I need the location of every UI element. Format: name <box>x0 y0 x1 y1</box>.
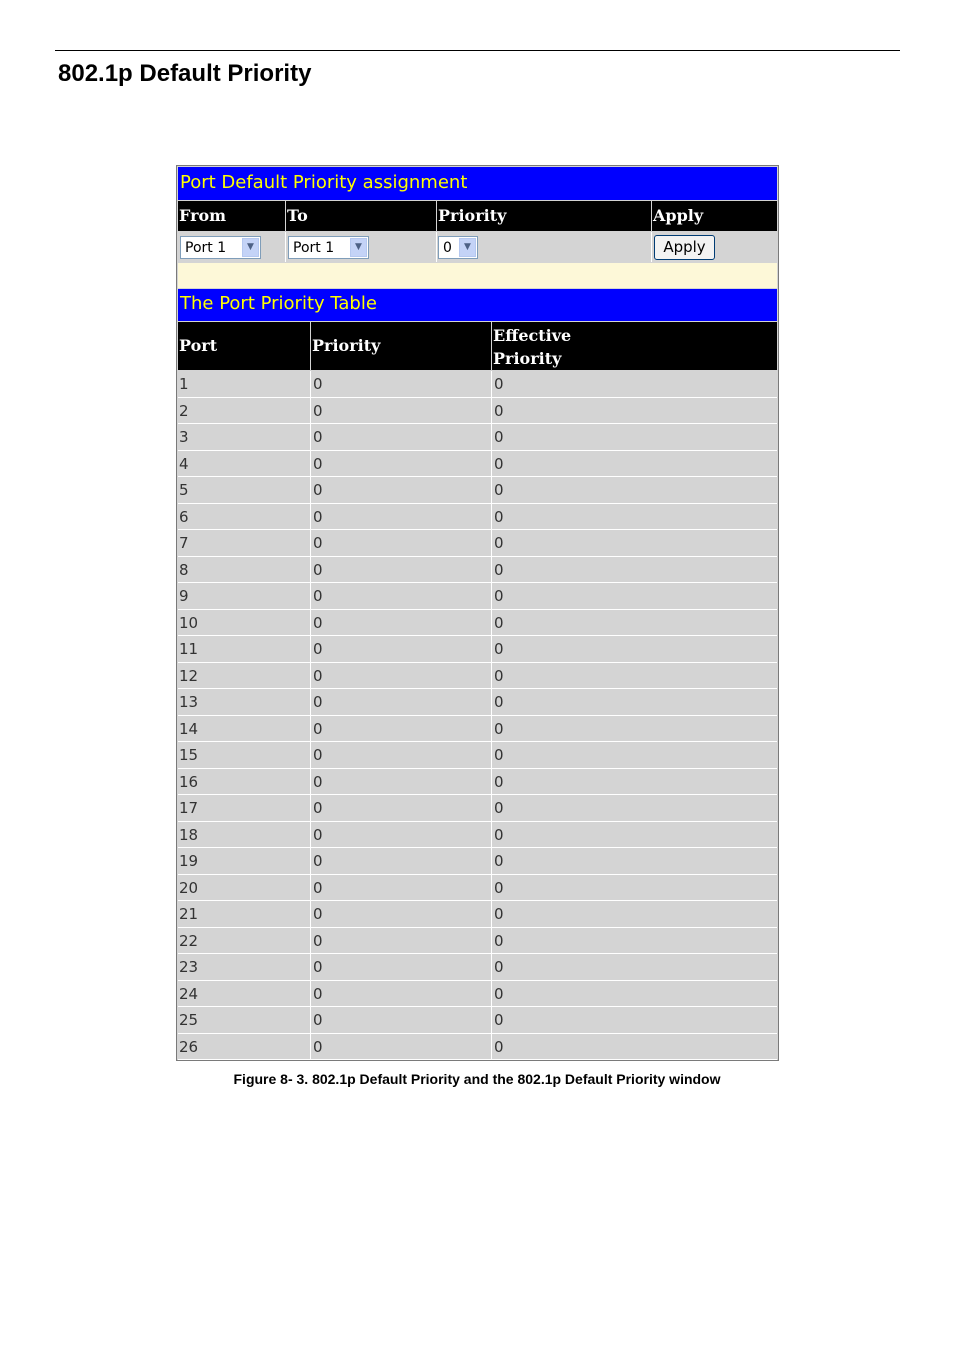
port-cell: 16 <box>179 772 199 791</box>
column-divider <box>491 583 492 609</box>
priority-cell: 0 <box>313 852 323 870</box>
table-row <box>178 530 777 557</box>
column-divider <box>491 1007 492 1033</box>
column-divider <box>491 610 492 636</box>
port-cell: 22 <box>179 931 199 950</box>
port-cell: 7 <box>179 534 189 552</box>
effective-priority-cell: 0 <box>494 799 504 817</box>
column-divider <box>310 1034 311 1060</box>
assignment-title: Port Default Priority assignment <box>180 172 468 193</box>
port-cell: 3 <box>179 428 189 446</box>
port-cell: 23 <box>179 958 199 976</box>
column-divider <box>491 451 492 477</box>
priority-cell: 0 <box>313 719 323 738</box>
header-to: To <box>287 206 308 225</box>
column-divider <box>491 424 492 450</box>
effective-priority-cell: 0 <box>494 507 504 526</box>
column-divider <box>310 795 311 821</box>
port-cell: 11 <box>179 640 199 658</box>
column-divider <box>491 928 492 954</box>
port-priority-panel <box>176 165 779 1061</box>
column-divider <box>310 610 311 636</box>
figure-caption: Figure 8- 3. 802.1p Default Priority and the 802.1p Default Priority window <box>233 1071 721 1087</box>
table-row <box>178 1034 777 1061</box>
column-divider <box>491 822 492 848</box>
priority-cell: 0 <box>313 746 323 764</box>
priority-cell: 0 <box>313 560 323 579</box>
column-divider <box>310 1007 311 1033</box>
port-cell: 17 <box>179 799 199 817</box>
priority-cell: 0 <box>313 825 323 844</box>
effective-priority-cell: 0 <box>494 613 504 632</box>
table-row <box>178 371 777 398</box>
effective-priority-cell: 0 <box>494 481 504 499</box>
port-cell: 8 <box>179 560 189 579</box>
table-row <box>178 663 777 690</box>
priority-cell: 0 <box>313 1037 323 1056</box>
to-port-value: Port 1 <box>293 240 335 256</box>
effective-priority-cell: 0 <box>494 984 504 1003</box>
port-cell: 6 <box>179 507 189 526</box>
port-cell: 20 <box>179 878 199 897</box>
table-row <box>178 848 777 875</box>
priority-cell: 0 <box>313 587 323 605</box>
page-title: 802.1p Default Priority <box>58 60 312 87</box>
column-divider <box>310 583 311 609</box>
column-divider <box>310 530 311 556</box>
table-row <box>178 424 777 451</box>
column-divider <box>491 663 492 689</box>
table-row <box>178 716 777 743</box>
effective-priority-cell: 0 <box>494 428 504 446</box>
table-row <box>178 689 777 716</box>
header-port: Port <box>179 336 218 355</box>
column-divider <box>491 901 492 927</box>
priority-cell: 0 <box>313 428 323 446</box>
port-cell: 12 <box>179 666 199 685</box>
effective-priority-cell: 0 <box>494 1037 504 1056</box>
table-row <box>178 477 777 504</box>
header-priority: Priority <box>438 206 507 225</box>
column-divider <box>310 689 311 715</box>
priority-cell: 0 <box>313 878 323 897</box>
column-divider <box>491 504 492 530</box>
column-divider <box>310 477 311 503</box>
effective-priority-cell: 0 <box>494 772 504 791</box>
table-row <box>178 981 777 1008</box>
table-row <box>178 928 777 955</box>
chevron-down-icon[interactable]: ▼ <box>459 238 476 257</box>
table-row <box>178 769 777 796</box>
decorative-spacer <box>178 263 777 288</box>
table-row <box>178 875 777 902</box>
to-port-select[interactable] <box>288 236 369 259</box>
effective-priority-cell: 0 <box>494 1011 504 1029</box>
effective-priority-cell: 0 <box>494 560 504 579</box>
column-divider <box>310 981 311 1007</box>
port-cell: 24 <box>179 984 199 1003</box>
port-cell: 9 <box>179 587 189 605</box>
table-row <box>178 1007 777 1034</box>
column-divider <box>651 232 652 262</box>
port-cell: 1 <box>179 375 189 393</box>
column-divider <box>310 742 311 768</box>
priority-cell: 0 <box>313 958 323 976</box>
priority-cell: 0 <box>313 905 323 923</box>
table-row <box>178 583 777 610</box>
table-row <box>178 954 777 981</box>
from-port-select[interactable] <box>180 236 261 259</box>
column-divider <box>491 981 492 1007</box>
priority-cell: 0 <box>313 931 323 950</box>
table-header-row <box>178 322 777 370</box>
column-divider <box>491 769 492 795</box>
port-cell: 13 <box>179 693 199 711</box>
header-apply: Apply <box>653 206 704 225</box>
priority-cell: 0 <box>313 984 323 1003</box>
assignment-title-band <box>178 167 777 200</box>
column-divider <box>491 689 492 715</box>
column-divider <box>491 742 492 768</box>
column-divider <box>491 530 492 556</box>
priority-cell: 0 <box>313 613 323 632</box>
table-row <box>178 504 777 531</box>
table-row <box>178 901 777 928</box>
column-divider <box>310 848 311 874</box>
header-from: From <box>179 206 227 225</box>
chevron-down-icon[interactable]: ▼ <box>242 238 259 257</box>
priority-cell: 0 <box>313 454 323 473</box>
table-row <box>178 451 777 478</box>
column-divider <box>310 451 311 477</box>
priority-cell: 0 <box>313 507 323 526</box>
effective-priority-cell: 0 <box>494 375 504 393</box>
column-divider <box>310 822 311 848</box>
port-cell: 5 <box>179 481 189 499</box>
effective-priority-cell: 0 <box>494 666 504 685</box>
column-divider <box>491 636 492 662</box>
port-cell: 14 <box>179 719 199 738</box>
table-title: The Port Priority Table <box>180 293 377 314</box>
effective-priority-cell: 0 <box>494 640 504 658</box>
port-cell: 21 <box>179 905 199 923</box>
effective-priority-cell: 0 <box>494 905 504 923</box>
effective-priority-cell: 0 <box>494 454 504 473</box>
effective-priority-cell: 0 <box>494 587 504 605</box>
column-divider <box>310 398 311 424</box>
table-title-band <box>178 289 777 321</box>
port-cell: 19 <box>179 852 199 870</box>
column-divider <box>285 232 286 262</box>
column-divider <box>491 477 492 503</box>
header-effective-line1: Effective <box>493 326 572 345</box>
priority-cell: 0 <box>313 375 323 393</box>
column-divider <box>436 232 437 262</box>
column-divider <box>310 928 311 954</box>
apply-button[interactable]: Apply <box>654 235 715 260</box>
column-divider <box>310 371 311 397</box>
header-priority-col: Priority <box>312 336 381 355</box>
assignment-controls-row <box>178 232 777 262</box>
priority-cell: 0 <box>313 640 323 658</box>
column-divider <box>491 848 492 874</box>
priority-cell: 0 <box>313 401 323 420</box>
chevron-down-icon[interactable]: ▼ <box>350 238 367 257</box>
port-cell: 10 <box>179 613 199 632</box>
priority-cell: 0 <box>313 799 323 817</box>
column-divider <box>310 716 311 742</box>
column-divider <box>310 663 311 689</box>
priority-value: 0 <box>443 240 452 256</box>
column-divider <box>310 504 311 530</box>
priority-table-body <box>178 371 777 1060</box>
port-cell: 25 <box>179 1011 199 1029</box>
priority-select[interactable] <box>438 236 478 259</box>
effective-priority-cell: 0 <box>494 852 504 870</box>
column-divider <box>310 424 311 450</box>
effective-priority-cell: 0 <box>494 693 504 711</box>
column-divider <box>310 557 311 583</box>
port-cell: 15 <box>179 746 199 764</box>
column-divider <box>310 875 311 901</box>
effective-priority-cell: 0 <box>494 878 504 897</box>
table-row <box>178 398 777 425</box>
priority-cell: 0 <box>313 1011 323 1029</box>
port-cell: 18 <box>179 825 199 844</box>
port-cell: 2 <box>179 401 189 420</box>
table-row <box>178 795 777 822</box>
table-row <box>178 822 777 849</box>
table-row <box>178 742 777 769</box>
header-effective-priority <box>492 322 777 370</box>
effective-priority-cell: 0 <box>494 746 504 764</box>
table-row <box>178 610 777 637</box>
column-divider <box>310 636 311 662</box>
priority-cell: 0 <box>313 666 323 685</box>
effective-priority-cell: 0 <box>494 958 504 976</box>
table-row <box>178 636 777 663</box>
effective-priority-cell: 0 <box>494 534 504 552</box>
top-rule <box>55 50 900 51</box>
column-divider <box>310 901 311 927</box>
table-row <box>178 557 777 584</box>
assignment-header-row <box>178 201 777 231</box>
column-divider <box>491 557 492 583</box>
effective-priority-cell: 0 <box>494 401 504 420</box>
column-divider <box>491 875 492 901</box>
column-divider <box>491 795 492 821</box>
effective-priority-cell: 0 <box>494 719 504 738</box>
port-cell: 26 <box>179 1037 199 1056</box>
priority-cell: 0 <box>313 772 323 791</box>
priority-cell: 0 <box>313 534 323 552</box>
header-effective-line2: Priority <box>493 349 562 368</box>
from-port-value: Port 1 <box>185 240 227 256</box>
effective-priority-cell: 0 <box>494 931 504 950</box>
column-divider <box>491 371 492 397</box>
priority-cell: 0 <box>313 693 323 711</box>
priority-cell: 0 <box>313 481 323 499</box>
port-cell: 4 <box>179 454 189 473</box>
column-divider <box>491 954 492 980</box>
column-divider <box>310 954 311 980</box>
column-divider <box>491 716 492 742</box>
effective-priority-cell: 0 <box>494 825 504 844</box>
column-divider <box>310 769 311 795</box>
column-divider <box>491 398 492 424</box>
column-divider <box>491 1034 492 1060</box>
